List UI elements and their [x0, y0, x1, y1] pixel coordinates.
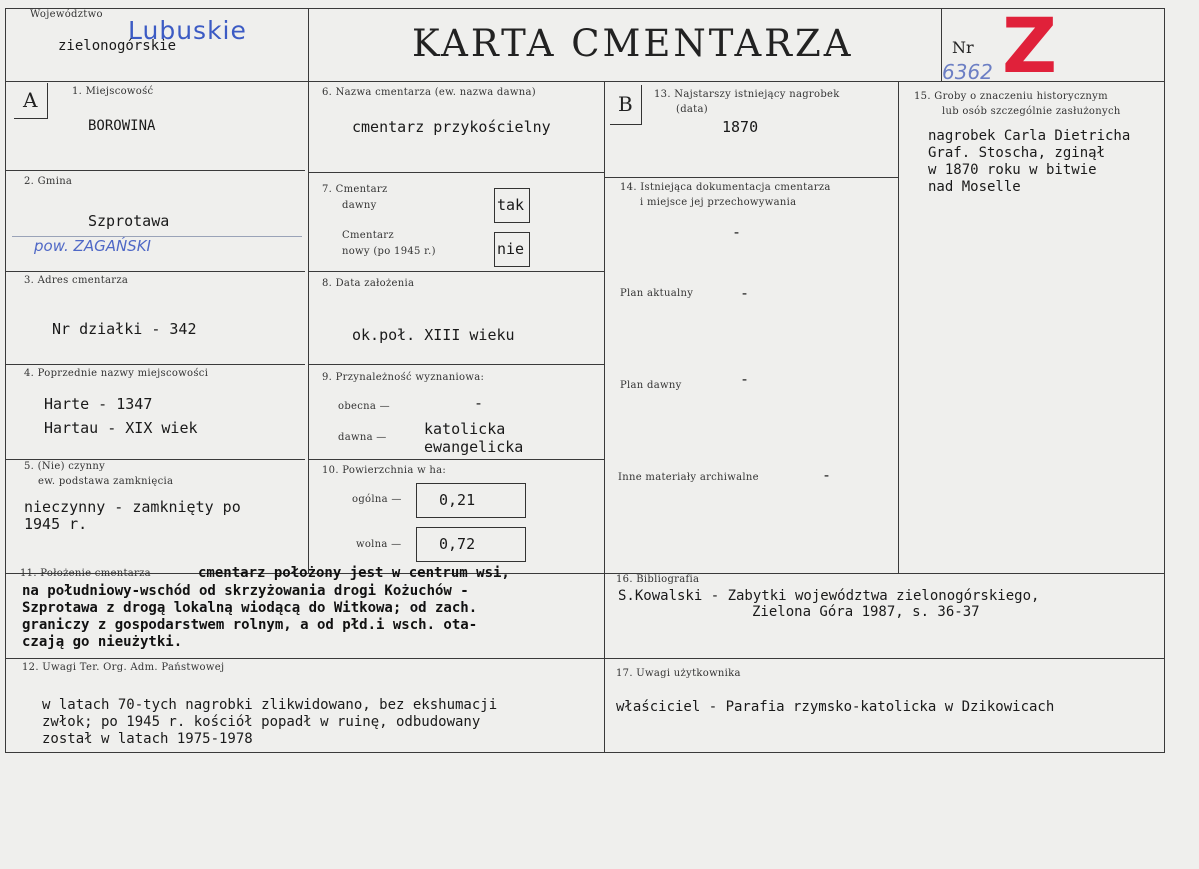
section-b-marker: B: [610, 85, 642, 125]
field9-dawna-label: dawna —: [338, 432, 387, 443]
field3-label: 3. Adres cmentarza: [24, 275, 129, 286]
row-line-c2-3: [308, 364, 604, 365]
field7-nowy-label-1: Cmentarz: [342, 230, 394, 241]
field17-value: właściciel - Parafia rzymsko-katolicka w Dzikowicach: [616, 699, 1055, 715]
row-line-12: [5, 658, 1165, 659]
field2-handwritten: pow. ZAGAŃSKI: [34, 237, 151, 255]
field8-label: 8. Data założenia: [322, 278, 415, 289]
row-line-c2-2: [308, 271, 604, 272]
nr-letter: Z: [1002, 1, 1058, 90]
field16-label: 16. Bibliografia: [616, 574, 700, 585]
field14-value: -: [732, 223, 742, 241]
field9-label: 9. Przynależność wyznaniowa:: [322, 372, 485, 383]
row-line-c2-4: [308, 459, 604, 460]
field4-value-1: Harte - 1347: [44, 395, 153, 413]
field1-value: BOROWINA: [88, 118, 156, 134]
field5-value-1: nieczynny - zamknięty po: [24, 498, 241, 516]
plan-aktualny-label: Plan aktualny: [620, 288, 694, 299]
frame-right: [1164, 8, 1165, 753]
field13-label-1: 13. Najstarszy istniejący nagrobek: [654, 89, 840, 100]
col-divider-3: [898, 81, 899, 574]
field15-label-2: lub osób szczególnie zasłużonych: [942, 106, 1121, 117]
row-line-c3-1: [604, 177, 898, 178]
field11-label: 11. Położenie cmentarza: [20, 568, 151, 579]
field7-dawny-box: tak: [494, 188, 530, 223]
field10-wolna-label: wolna —: [356, 539, 402, 550]
field9-obecna-label: obecna —: [338, 401, 390, 412]
field12-value: w latach 70-tych nagrobki zlikwidowano, bez ekshumacji zwłok; po 1945 r. kościół popadł w ruinę, odbudowany został w latach 1975-1978: [42, 697, 498, 747]
page-title: KARTA CMENTARZA: [412, 22, 854, 65]
field14-label-2: i miejsce jej przechowywania: [640, 197, 797, 208]
wojewodztwo-label: Województwo: [30, 9, 103, 20]
field10-ogolna-box: 0,21: [416, 483, 526, 518]
nr-label: Nr: [952, 38, 974, 57]
field7-nowy-label-2: nowy (po 1945 r.): [342, 246, 436, 257]
field13-label-2: (data): [676, 104, 708, 115]
inne-value: -: [822, 466, 832, 484]
field2-value: Szprotawa: [88, 212, 170, 230]
field7-label: 7. Cmentarz: [322, 184, 388, 195]
field15-label-1: 15. Groby o znaczeniu historycznym: [914, 91, 1108, 102]
field6-value: cmentarz przykościelny: [352, 118, 551, 136]
row-line-c1-3: [5, 364, 305, 365]
field7-nowy-box: nie: [494, 232, 530, 267]
inne-label: Inne materiały archiwalne: [618, 472, 759, 483]
row-line-c1-1: [5, 170, 305, 171]
field16-value-1: S.Kowalski - Zabytki województwa zielonogórskiego,: [618, 588, 1040, 604]
field10-label: 10. Powierzchnia w ha:: [322, 465, 447, 476]
frame-bottom: [5, 752, 1165, 753]
field12-label: 12. Uwagi Ter. Org. Adm. Państwowej: [22, 662, 225, 673]
plan-dawny-label: Plan dawny: [620, 380, 682, 391]
field2-label: 2. Gmina: [24, 176, 73, 187]
field5-label-2: ew. podstawa zamknięcia: [38, 476, 174, 487]
wojewodztwo-value: zielonogórskie: [58, 38, 177, 54]
row-line-11: [5, 573, 1165, 574]
field15-value: nagrobek Carla Dietricha Graf. Stoscha, zginął w 1870 roku w bitwie nad Moselle: [928, 128, 1131, 195]
field14-label-1: 14. Istniejąca dokumentacja cmentarza: [620, 182, 831, 193]
field4-label: 4. Poprzednie nazwy miejscowości: [24, 368, 209, 379]
field4-value-2: Hartau - XIX wiek: [44, 419, 198, 437]
field3-value: Nr działki - 342: [52, 320, 197, 338]
field10-wolna-box: 0,72: [416, 527, 526, 562]
frame-left: [5, 8, 6, 753]
frame-top: [5, 8, 1165, 9]
field11-value-rest: na południowy-wschód od skrzyżowania drogi Kożuchów - Szprotawa z drogą lokalną wiodącą do Witkowa; od zach. graniczy z gospodarstwem rolnym, a od płd.i wsch. ota- czają go nieużytki.: [22, 583, 478, 650]
row-line-c2-1: [308, 172, 604, 173]
field13-value: 1870: [722, 118, 759, 136]
section-a-marker: A: [14, 83, 48, 119]
field5-value-2: 1945 r.: [24, 515, 88, 533]
field9-dawna-value-1: katolicka: [424, 420, 506, 438]
field6-label: 6. Nazwa cmentarza (ew. nazwa dawna): [322, 87, 536, 98]
field9-dawna-value-2: ewangelicka: [424, 438, 524, 456]
field2-scan-mark: [12, 236, 302, 237]
row-line-c1-4: [5, 459, 305, 460]
nr-handwritten: 6362: [942, 60, 993, 84]
col-divider-2: [604, 81, 605, 753]
field8-value: ok.poł. XIII wieku: [352, 326, 515, 344]
field1-label: 1. Miejscowość: [72, 86, 154, 97]
plan-aktualny-value: -: [740, 284, 750, 302]
field5-label-1: 5. (Nie) czynny: [24, 461, 106, 472]
row-line-c1-2: [5, 271, 305, 272]
plan-dawny-value: -: [740, 370, 750, 388]
field17-label: 17. Uwagi użytkownika: [616, 668, 741, 679]
wojewodztwo-stamp: Lubuskie: [128, 16, 247, 45]
field7-dawny-label: dawny: [342, 200, 377, 211]
field16-value-2: Zielona Góra 1987, s. 36-37: [752, 604, 980, 620]
field11-value-first: cmentarz położony jest w centrum wsi,: [198, 565, 510, 581]
field9-obecna-value: -: [474, 394, 484, 412]
col-divider-1: [308, 8, 309, 574]
field10-ogolna-label: ogólna —: [352, 494, 402, 505]
